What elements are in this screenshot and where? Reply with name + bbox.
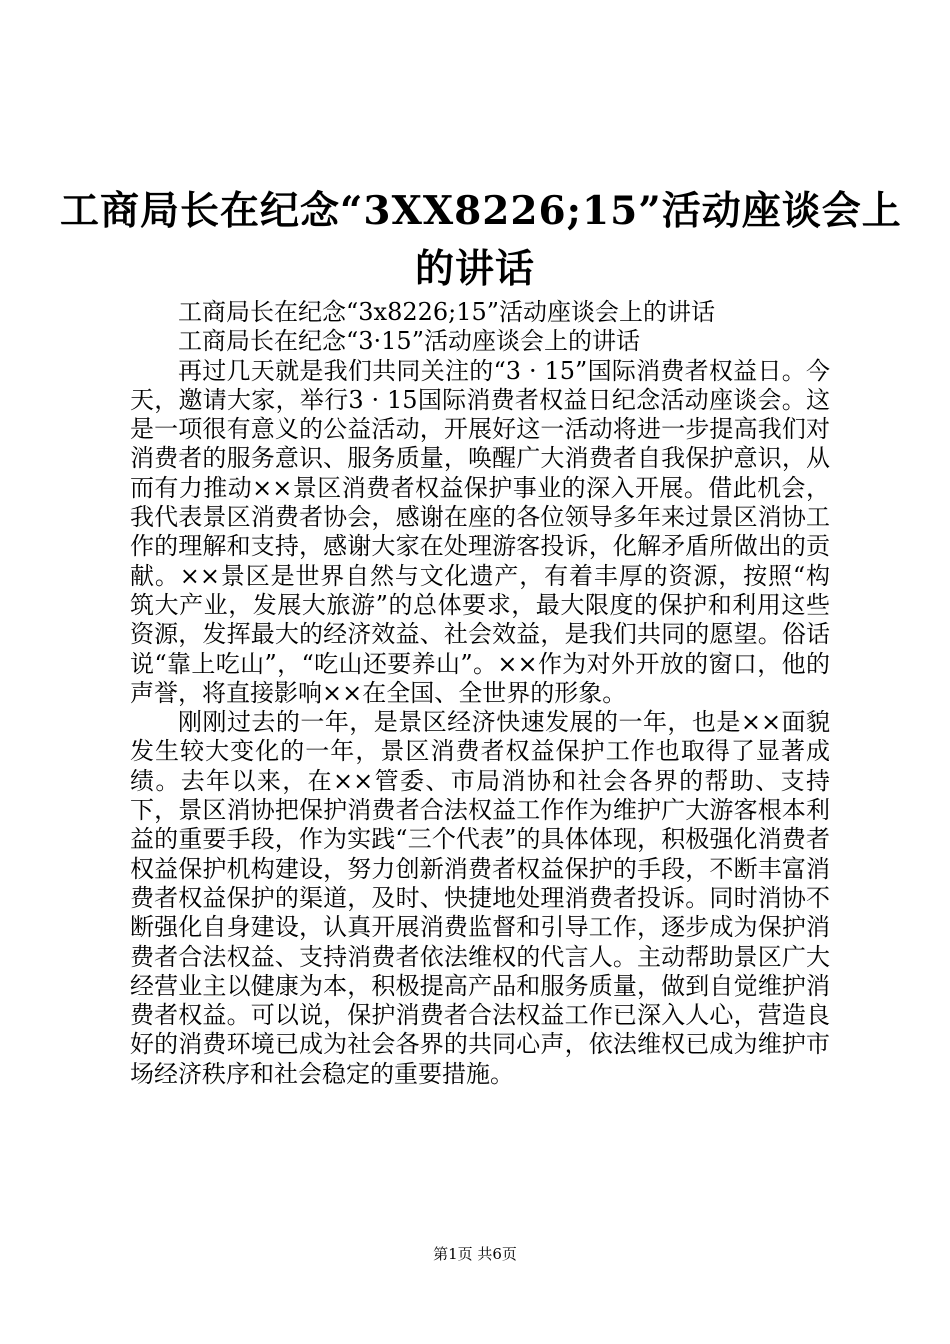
paragraph-2: 刚刚过去的一年，是景区经济快速发展的一年，也是××面貌发生较大变化的一年，景区消费者权益保护工作也取得了显著成绩。去年以来，在××管委、市局消协和社会各界的帮助、支持下，景区消协把保护消费者合法权益工作作为维护广大游客根本利益的重要手段，作为实践“三个代表”的具体体现，积极强化消费者权益保护机构建设，努力创新消费者权益保护的手段，不断丰富消费者权益保护的渠道，及时、快捷地处理消费者投诉。同时消协不断强化自身建设，认真开展消费监督和引导工作，逐步成为保护消费者合法权益、支持消费者依法维权的代言人。主动帮助景区广大经营业主以健康为本，积极提高产品和服务质量，做到自觉维护消费者权益。可以说，保护消费者合法权益工作已深入人心，营造良好的消费环境已成为社会各界的共同心声，依法维权已成为维护市场经济秩序和社会稳定的重要措施。 — [130, 708, 830, 1088]
document-title-line-2: 的讲话 — [414, 246, 535, 292]
document-body — [130, 298, 830, 1089]
subtitle-line-1: 工商局长在纪念“3x8226;15”活动座谈会上的讲话 — [178, 298, 716, 326]
document-title-line-1: 工商局长在纪念“3XX8226;15”活动座谈会上 — [60, 188, 902, 234]
subtitle-line-2: 工商局长在纪念“3·15”活动座谈会上的讲话 — [178, 327, 640, 356]
paragraph-1: 再过几天就是我们共同关注的“3 · 15”国际消费者权益日。今天，邀请大家，举行3 · 15国际消费者权益日纪念活动座谈会。这是一项很有意义的公益活动，开展好这一活动将进一步提高我们对消费者的服务意识、服务质量，唤醒广大消费者自我保护意识，从而有力推动××景区消费者权益保护事业的深入开展。借此机会，我代表景区消费者协会，感谢在座的各位领导多年来过景区消协工作的理解和支持，感谢大家在处理游客投诉，化解矛盾所做出的贡献。××景区是世界自然与文化遗产，有着丰厚的资源，按照“构筑大产业，发展大旅游”的总体要求，最大限度的保护和利用这些资源，发挥最大的经济效益、社会效益，是我们共同的愿望。俗话说“靠上吃山”，“吃山还要养山”。××作为对外开放的窗口，他的声誉，将直接影响××在全国、全世界的形象。 — [130, 356, 830, 707]
page-footer: 第1页 共6页 — [433, 1245, 517, 1263]
